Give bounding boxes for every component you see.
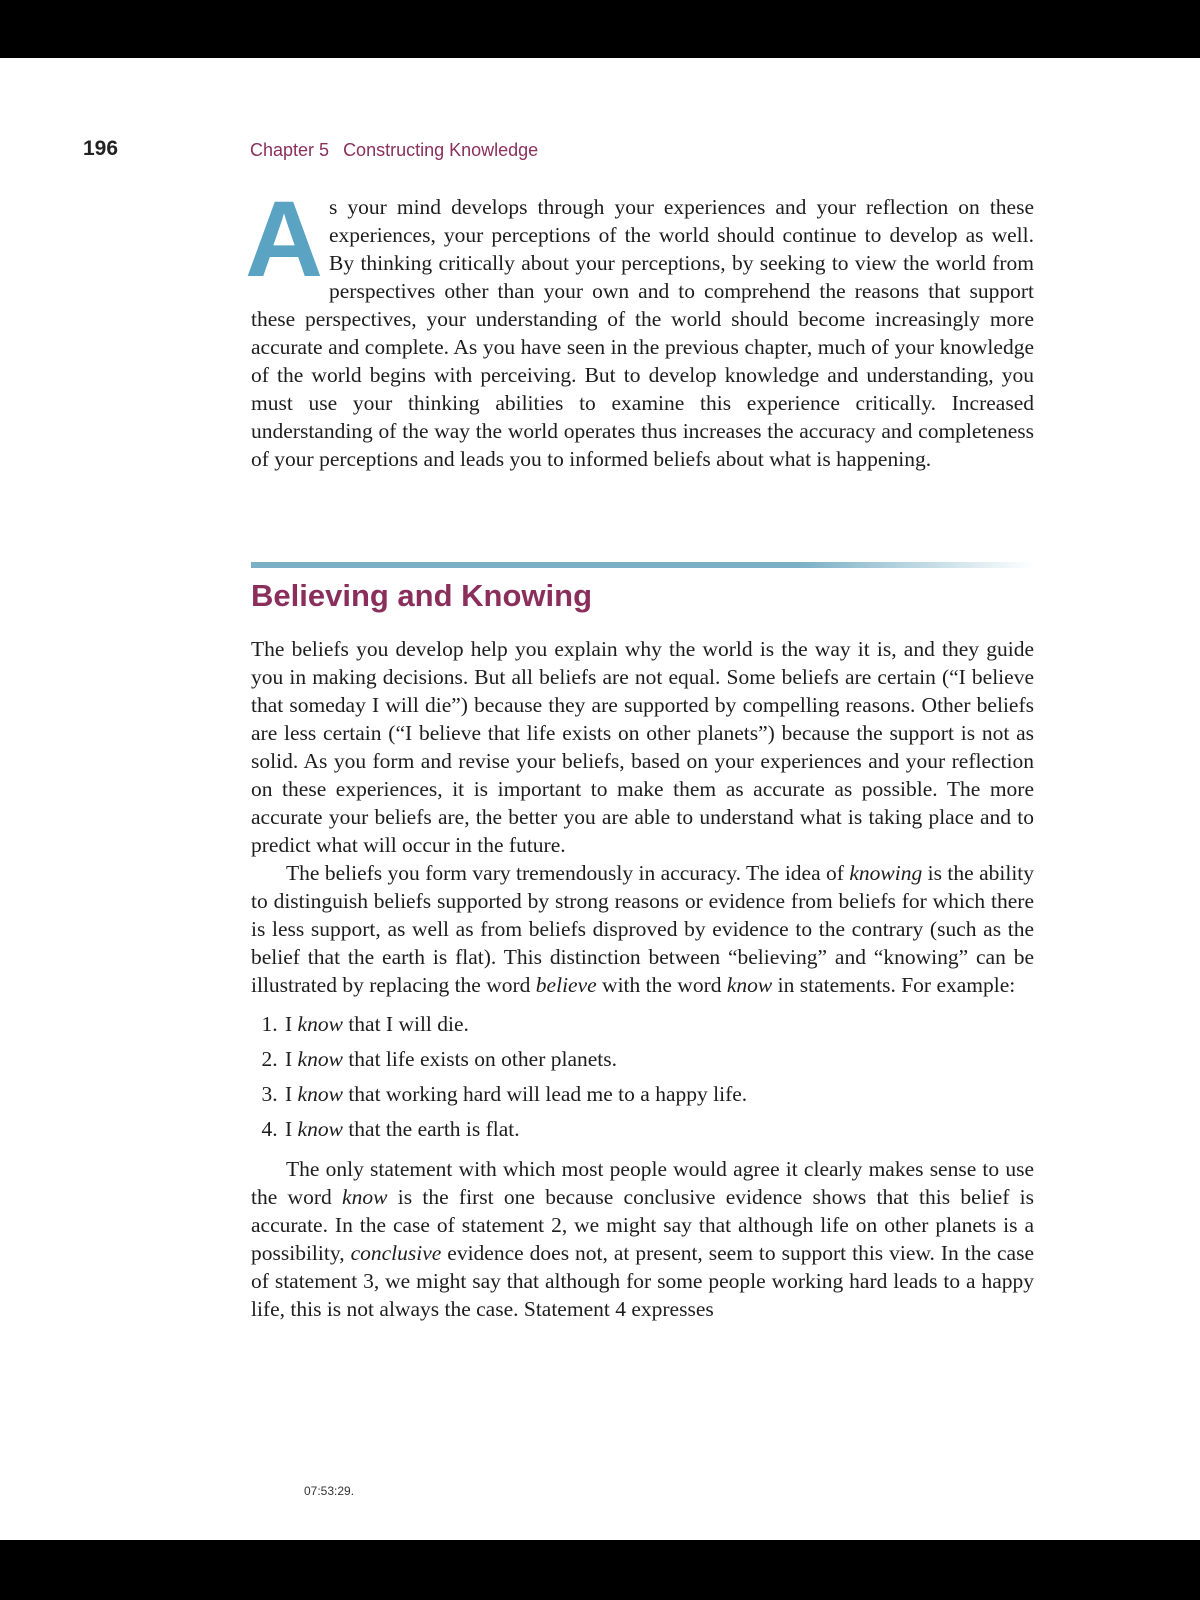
- paragraph-1: The beliefs you develop help you explain why the world is the way it is, and they guide you in making decisions. But all beliefs are not equal. Some beliefs are certain (“I believe that someday I will die”) because they are supported by compelling reasons. Other beliefs are less certain (“I believe that life exists on other planets”) because the support is not as solid. As you form and revise your beliefs, based on your experiences and your reflection on these experiences, it is important to make them as accurate as possible. The more accurate your beliefs are, the better you are able to understand what is taking place and to predict what will occur in the future.: [251, 637, 1034, 857]
- book-page: [0, 58, 1200, 1540]
- footer-timestamp: 07:53:29.: [304, 1484, 355, 1498]
- section-body: [251, 635, 1034, 1323]
- statement-list: [251, 1007, 1034, 1147]
- section-heading: Believing and Knowing: [251, 578, 593, 613]
- list-item: 1. I know that I will die.: [283, 1007, 1034, 1042]
- paragraph-2: The beliefs you form vary tremendously in accuracy. The idea of knowing is the ability to distinguish beliefs supported by strong reasons or evidence from beliefs for which there is less support, as well as from beliefs disproved by evidence to the contrary (such as the belief that the earth is flat). This distinction between “believing” and “knowing” can be illustrated by replacing the word believe with the word know in statements. For example:: [251, 861, 1035, 997]
- list-item: 4. I know that the earth is flat.: [283, 1112, 1034, 1147]
- paragraph-3: The only statement with which most people would agree it clearly makes sense to use the word know is the first one because conclusive evidence shows that this belief is accurate. In the case of statement 2, we might say that although life on other planets is a possibility, conclusive evidence does not, at present, seem to support this view. In the case of statement 3, we might say that although for some people working hard leads to a happy life, this is not always the case. Statement 4 expresses: [251, 1157, 1034, 1321]
- intro-text: s your mind develops through your experiences and your reflection on these experiences, your perceptions of the world should continue to develop as well. By thinking critically about your perceptions, by seeking to view the world from perspectives other than your own and to comprehend the reasons that support these perspectives, your understanding of the world should become increasingly more accurate and complete. As you have seen in the previous chapter, much of your knowledge of the world begins with perceiving. But to develop knowledge and understanding, you must use your thinking abilities to examine this experience critically. Increased understanding of the way the world operates thus increases the accuracy and completeness of your perceptions and leads you to informed beliefs about what is happening.: [251, 195, 1034, 471]
- intro-paragraph: [245, 178, 1034, 473]
- drop-cap: A: [245, 178, 323, 299]
- list-item: 3. I know that working hard will lead me to a happy life.: [283, 1077, 1034, 1112]
- section-divider: [251, 562, 1034, 568]
- chapter-title: Constructing Knowledge: [343, 140, 539, 160]
- page-number: 196: [83, 137, 119, 160]
- chapter-label: Chapter 5: [250, 140, 330, 160]
- intro-section: [245, 178, 1034, 473]
- running-head: [250, 140, 538, 161]
- list-item: 2. I know that life exists on other planets.: [283, 1042, 1034, 1077]
